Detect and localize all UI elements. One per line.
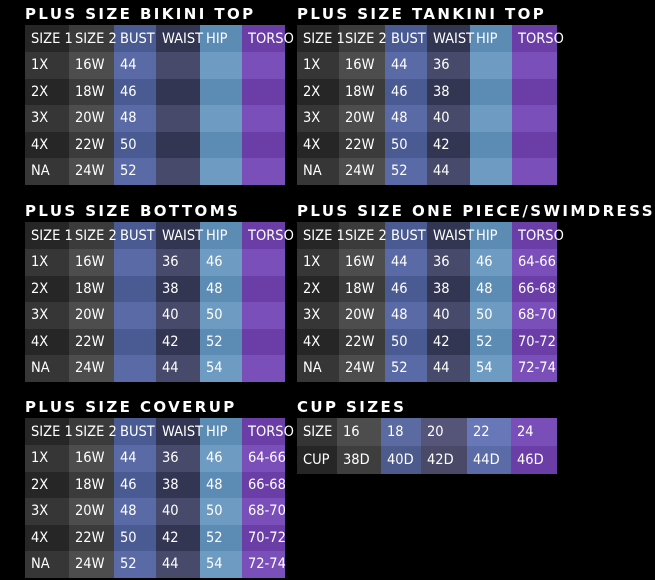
- cell-bust: 44: [385, 249, 427, 276]
- cell-size2: 16W: [69, 52, 114, 79]
- cell-waist: 42: [156, 525, 200, 552]
- table-row: [25, 472, 285, 499]
- cell-size1: 4X: [297, 329, 339, 356]
- cell-size2: 22W: [339, 329, 385, 356]
- cell-size2: 24W: [69, 158, 114, 185]
- cell-size1: 3X: [297, 105, 339, 132]
- cell-size2: 20W: [69, 105, 114, 132]
- coverup-table: [25, 418, 294, 578]
- cell-torso: 66-68: [242, 472, 285, 499]
- cell-torso: 70-72: [242, 525, 285, 552]
- cell-hip: 54: [200, 551, 242, 578]
- header-bust: BUST: [114, 418, 156, 445]
- cell-waist: [156, 52, 200, 79]
- bottoms-table: [25, 222, 294, 382]
- cell-torso: [242, 158, 285, 185]
- cell-bust: 48: [385, 302, 427, 329]
- cup-value-cell: 38D: [337, 446, 381, 474]
- cell-hip: 50: [200, 302, 242, 329]
- cell-hip: [200, 158, 242, 185]
- cell-hip: [470, 105, 512, 132]
- cell-bust: 52: [114, 158, 156, 185]
- cell-torso: 72-74: [242, 551, 285, 578]
- cell-hip: [470, 52, 512, 79]
- tankini-top-section: [297, 3, 564, 185]
- cell-hip: [200, 105, 242, 132]
- header-size1: SIZE 1: [25, 222, 69, 249]
- cell-size2: 20W: [339, 105, 385, 132]
- cell-size2: 16W: [69, 445, 114, 472]
- cup-size-cell: 16: [337, 418, 381, 446]
- cell-torso: [242, 276, 285, 303]
- cup-sizes-table: [297, 418, 557, 474]
- cell-hip: 50: [470, 302, 512, 329]
- header-torso: TORSO: [242, 222, 285, 249]
- cell-torso: [512, 79, 557, 106]
- tankini-top-table: [297, 25, 564, 185]
- cell-hip: 52: [470, 329, 512, 356]
- cell-waist: 36: [156, 249, 200, 276]
- header-waist: WAIST: [427, 222, 470, 249]
- cup-size-cell: 20: [421, 418, 467, 446]
- coverup-section: [25, 396, 294, 578]
- table-row: [297, 52, 557, 79]
- table-row: [25, 158, 285, 185]
- cell-torso: 68-70: [242, 498, 285, 525]
- header-torso: TORSO: [512, 25, 557, 52]
- cell-waist: 40: [156, 302, 200, 329]
- table-row: [25, 445, 285, 472]
- cup-sizes-section: [297, 396, 557, 474]
- cell-size2: 18W: [69, 276, 114, 303]
- cell-waist: 44: [156, 355, 200, 382]
- cell-hip: 48: [470, 276, 512, 303]
- table-row: [25, 525, 285, 552]
- cell-size1: 3X: [297, 302, 339, 329]
- cell-size2: 18W: [339, 79, 385, 106]
- table-row: [297, 105, 557, 132]
- cell-torso: [242, 302, 285, 329]
- cell-size2: 22W: [69, 132, 114, 159]
- header-size2: SIZE 2: [339, 25, 385, 52]
- cell-torso: [242, 105, 285, 132]
- cell-hip: [200, 52, 242, 79]
- cell-hip: 54: [470, 355, 512, 382]
- cell-bust: 46: [114, 472, 156, 499]
- cell-size1: 2X: [25, 472, 69, 499]
- header-torso: TORSO: [242, 418, 285, 445]
- cell-size2: 24W: [69, 355, 114, 382]
- header-bust: BUST: [385, 25, 427, 52]
- cell-waist: 42: [427, 132, 470, 159]
- cell-waist: 36: [427, 249, 470, 276]
- table-row: [297, 158, 557, 185]
- table-row: [25, 132, 285, 159]
- table-row: [297, 446, 557, 474]
- cell-size2: 24W: [339, 355, 385, 382]
- cell-bust: 52: [385, 355, 427, 382]
- cell-torso: [242, 355, 285, 382]
- cell-bust: 50: [385, 132, 427, 159]
- one-piece-section: [297, 200, 655, 382]
- cell-hip: 46: [200, 249, 242, 276]
- cell-bust: 48: [114, 498, 156, 525]
- header-waist: WAIST: [156, 25, 200, 52]
- cell-bust: 44: [114, 445, 156, 472]
- cell-hip: 48: [200, 276, 242, 303]
- header-hip: HIP: [200, 25, 242, 52]
- cell-size1: NA: [297, 158, 339, 185]
- cell-torso: 72-74: [512, 355, 557, 382]
- cell-torso: [512, 158, 557, 185]
- header-waist: WAIST: [156, 418, 200, 445]
- cell-torso: [242, 249, 285, 276]
- cell-bust: 50: [114, 132, 156, 159]
- cell-hip: [470, 79, 512, 106]
- cell-waist: 36: [427, 52, 470, 79]
- cell-size1: 3X: [25, 498, 69, 525]
- table-row: [25, 498, 285, 525]
- header-waist: WAIST: [156, 222, 200, 249]
- cup-size-cell: 22: [467, 418, 511, 446]
- cell-hip: 50: [200, 498, 242, 525]
- cell-size2: 24W: [69, 551, 114, 578]
- cell-size1: NA: [25, 551, 69, 578]
- cup-label-size: SIZE: [297, 418, 337, 446]
- cell-torso: [512, 132, 557, 159]
- header-hip: HIP: [470, 25, 512, 52]
- cell-torso: 64-66: [242, 445, 285, 472]
- cup-value-cell: 40D: [381, 446, 421, 474]
- table-row: [297, 302, 557, 329]
- table-row: [297, 249, 557, 276]
- cup-size-cell: 18: [381, 418, 421, 446]
- cell-hip: [470, 132, 512, 159]
- cell-bust: 50: [385, 329, 427, 356]
- cell-size2: 16W: [339, 249, 385, 276]
- table-row: [25, 105, 285, 132]
- cell-hip: 48: [200, 472, 242, 499]
- cell-torso: [242, 329, 285, 356]
- bikini-top-title: PLUS SIZE BIKINI TOP: [25, 5, 256, 23]
- header-hip: HIP: [200, 222, 242, 249]
- cell-size2: 18W: [69, 79, 114, 106]
- cell-waist: 38: [427, 79, 470, 106]
- cell-bust: 52: [385, 158, 427, 185]
- cell-torso: 66-68: [512, 276, 557, 303]
- header-bust: BUST: [114, 25, 156, 52]
- header-torso: TORSO: [242, 25, 285, 52]
- cup-value-cell: 46D: [511, 446, 557, 474]
- cup-value-cell: 42D: [421, 446, 467, 474]
- cell-size1: 2X: [297, 79, 339, 106]
- header-hip: HIP: [470, 222, 512, 249]
- cell-size2: 22W: [69, 329, 114, 356]
- header-size1: SIZE 1: [297, 222, 339, 249]
- cell-size1: 4X: [25, 525, 69, 552]
- cup-label-cup: CUP: [297, 446, 337, 474]
- table-row: [25, 551, 285, 578]
- cell-size1: 1X: [25, 249, 69, 276]
- cell-torso: 70-72: [512, 329, 557, 356]
- table-row: [25, 276, 285, 303]
- cell-torso: [512, 105, 557, 132]
- cell-size2: 22W: [339, 132, 385, 159]
- table-row: [297, 329, 557, 356]
- cell-bust: 48: [385, 105, 427, 132]
- cup-value-cell: 44D: [467, 446, 511, 474]
- cell-torso: 68-70: [512, 302, 557, 329]
- cell-hip: 46: [200, 445, 242, 472]
- cell-hip: 54: [200, 355, 242, 382]
- cell-bust: [114, 249, 156, 276]
- table-row: [297, 355, 557, 382]
- cell-size1: 1X: [25, 52, 69, 79]
- cell-bust: 44: [385, 52, 427, 79]
- cell-hip: 46: [470, 249, 512, 276]
- table-row: [297, 79, 557, 106]
- cell-waist: [156, 105, 200, 132]
- cell-size1: NA: [25, 355, 69, 382]
- bikini-top-section: [25, 3, 294, 185]
- cell-size2: 16W: [69, 249, 114, 276]
- table-row: [297, 418, 557, 446]
- table-header-row: [25, 418, 285, 445]
- cell-hip: [470, 158, 512, 185]
- coverup-title: PLUS SIZE COVERUP: [25, 398, 237, 416]
- cup-sizes-title: CUP SIZES: [297, 398, 407, 416]
- header-torso: TORSO: [512, 222, 557, 249]
- cell-waist: 40: [427, 302, 470, 329]
- header-size1: SIZE 1: [297, 25, 339, 52]
- header-hip: HIP: [200, 418, 242, 445]
- cell-bust: 50: [114, 525, 156, 552]
- cell-size1: NA: [297, 355, 339, 382]
- cell-size1: 3X: [25, 302, 69, 329]
- cell-bust: 46: [114, 79, 156, 106]
- cell-waist: [156, 132, 200, 159]
- table-row: [25, 329, 285, 356]
- bottoms-section: [25, 200, 294, 382]
- cell-size1: 2X: [297, 276, 339, 303]
- cell-size2: 20W: [69, 498, 114, 525]
- one-piece-title: PLUS SIZE ONE PIECE/SWIMDRESS: [297, 202, 655, 220]
- table-row: [25, 79, 285, 106]
- one-piece-table: [297, 222, 564, 382]
- table-row: [297, 276, 557, 303]
- cell-size1: NA: [25, 158, 69, 185]
- table-header-row: [25, 25, 285, 52]
- cell-waist: 42: [156, 329, 200, 356]
- cell-waist: 44: [427, 355, 470, 382]
- cell-waist: 38: [427, 276, 470, 303]
- table-row: [297, 132, 557, 159]
- bikini-top-table: [25, 25, 294, 185]
- cell-size1: 3X: [25, 105, 69, 132]
- cell-bust: [114, 276, 156, 303]
- header-size1: SIZE 1: [25, 25, 69, 52]
- cell-size1: 2X: [25, 276, 69, 303]
- header-size1: SIZE 1: [25, 418, 69, 445]
- header-size2: SIZE 2: [339, 222, 385, 249]
- cell-size2: 16W: [339, 52, 385, 79]
- cell-size2: 20W: [69, 302, 114, 329]
- table-row: [25, 302, 285, 329]
- cell-bust: [114, 329, 156, 356]
- cell-torso: 64-66: [512, 249, 557, 276]
- cell-torso: [242, 79, 285, 106]
- cell-waist: 40: [427, 105, 470, 132]
- cell-waist: 36: [156, 445, 200, 472]
- table-row: [25, 249, 285, 276]
- header-bust: BUST: [114, 222, 156, 249]
- header-size2: SIZE 2: [69, 25, 114, 52]
- cell-bust: 52: [114, 551, 156, 578]
- cell-hip: 52: [200, 525, 242, 552]
- cell-bust: [114, 302, 156, 329]
- cell-torso: [512, 52, 557, 79]
- table-header-row: [297, 25, 557, 52]
- cell-waist: 38: [156, 276, 200, 303]
- cell-waist: 44: [427, 158, 470, 185]
- cell-size1: 2X: [25, 79, 69, 106]
- cell-size2: 18W: [69, 472, 114, 499]
- tankini-top-title: PLUS SIZE TANKINI TOP: [297, 5, 547, 23]
- cell-waist: 42: [427, 329, 470, 356]
- cell-torso: [242, 52, 285, 79]
- header-size2: SIZE 2: [69, 222, 114, 249]
- cell-size1: 4X: [25, 132, 69, 159]
- cell-bust: 46: [385, 79, 427, 106]
- cell-waist: [156, 79, 200, 106]
- cell-hip: [200, 132, 242, 159]
- cell-size2: 22W: [69, 525, 114, 552]
- header-size2: SIZE 2: [69, 418, 114, 445]
- table-header-row: [297, 222, 557, 249]
- cell-waist: 44: [156, 551, 200, 578]
- cell-bust: 44: [114, 52, 156, 79]
- cell-bust: 48: [114, 105, 156, 132]
- table-header-row: [25, 222, 285, 249]
- cell-size1: 4X: [25, 329, 69, 356]
- cup-size-cell: 24: [511, 418, 557, 446]
- cell-waist: [156, 158, 200, 185]
- cell-size1: 1X: [297, 249, 339, 276]
- cell-bust: 46: [385, 276, 427, 303]
- cell-size2: 24W: [339, 158, 385, 185]
- cell-waist: 40: [156, 498, 200, 525]
- cell-size1: 4X: [297, 132, 339, 159]
- cell-size2: 20W: [339, 302, 385, 329]
- cell-torso: [242, 132, 285, 159]
- cell-hip: [200, 79, 242, 106]
- cell-bust: [114, 355, 156, 382]
- table-row: [25, 52, 285, 79]
- cell-size1: 1X: [297, 52, 339, 79]
- header-waist: WAIST: [427, 25, 470, 52]
- header-bust: BUST: [385, 222, 427, 249]
- cell-size2: 18W: [339, 276, 385, 303]
- cell-waist: 38: [156, 472, 200, 499]
- cell-size1: 1X: [25, 445, 69, 472]
- table-row: [25, 355, 285, 382]
- cell-hip: 52: [200, 329, 242, 356]
- bottoms-title: PLUS SIZE BOTTOMS: [25, 202, 241, 220]
